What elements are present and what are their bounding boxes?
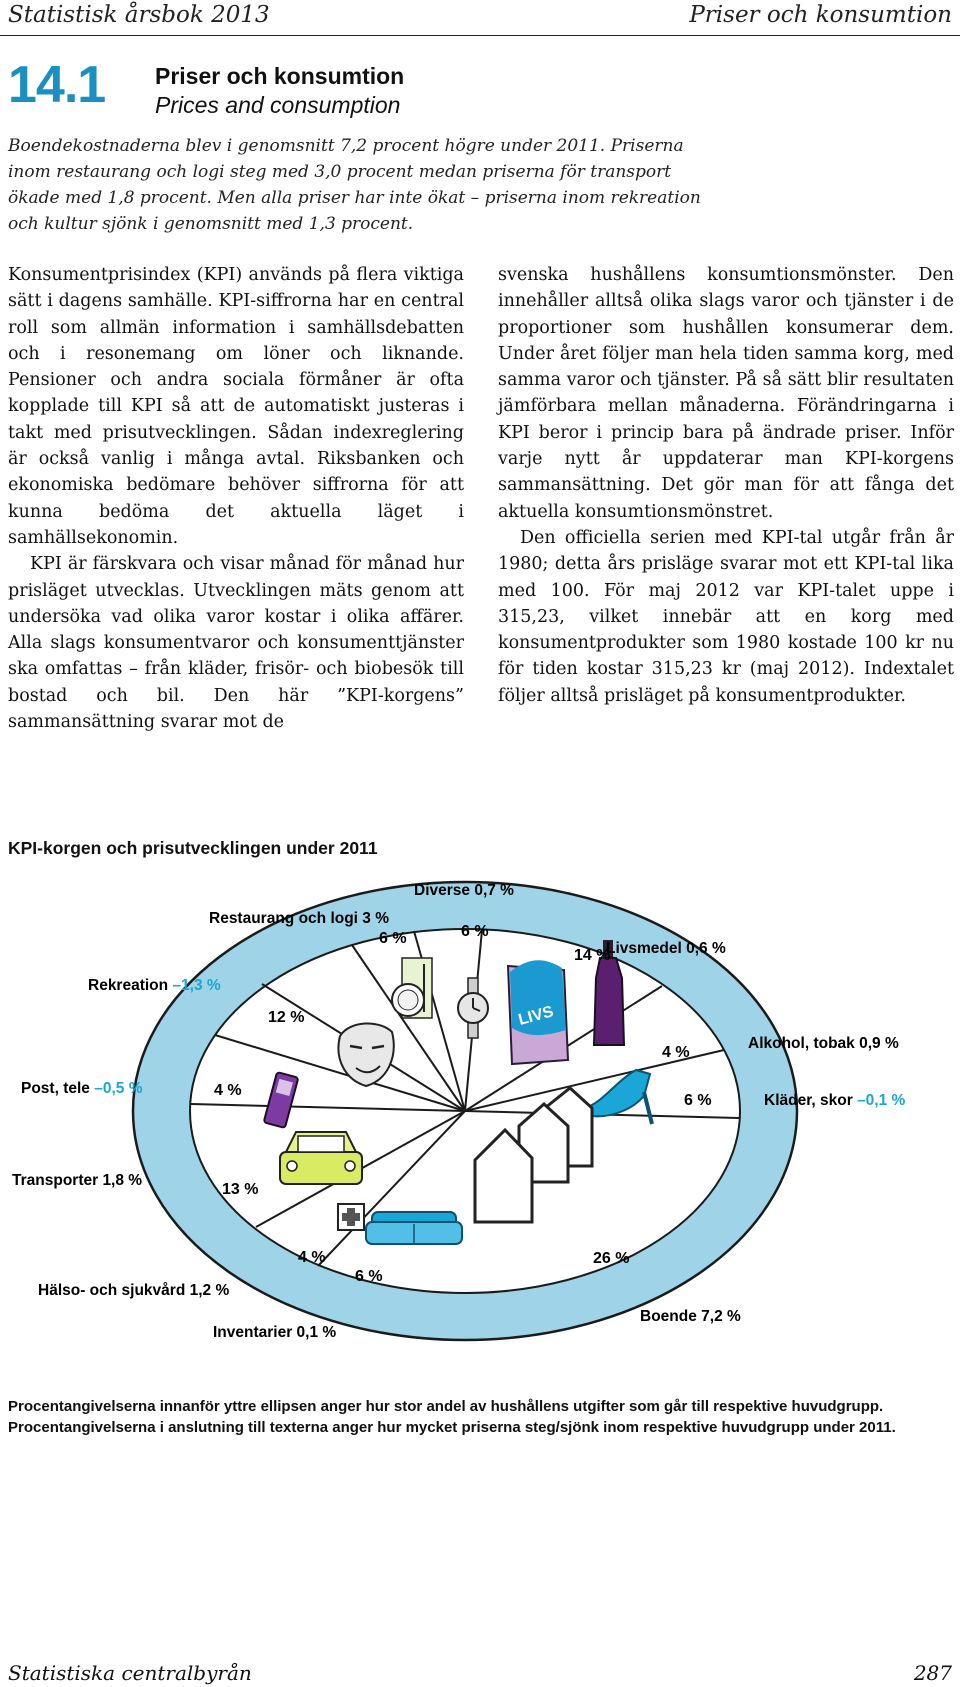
body-column-left	[8, 262, 464, 735]
label-boende: Boende 7,2 %	[640, 1308, 741, 1325]
body-paragraph: Den officiella serien med KPI-tal utgår från år 1980; detta års prisläge svarar mot ett KPI-tal lika med 100. För maj 2012 var KPI-talet uppe i 315,23, vilket innebär att en korg med konsumentprodukter som 1980 kostade 100 kr nu för tiden kostar 315,23 kr (maj 2012). Indextalet följer alltså prisläget på konsumentprodukter.	[498, 527, 954, 706]
label-halso: Hälso- och sjukvård 1,2 %	[38, 1282, 230, 1299]
section-title-english: Prices and consumption	[155, 92, 401, 118]
grocery-bag-text: LIVS	[516, 1003, 556, 1029]
label-alkohol: Alkohol, tobak 0,9 %	[748, 1035, 899, 1052]
share-diverse: 6 %	[461, 923, 489, 940]
header-rule	[0, 35, 960, 36]
label-rekreation-value: –1,3 %	[172, 977, 221, 994]
label-diverse: Diverse 0,7 %	[414, 882, 514, 899]
label-post-tele-value: –0,5 %	[94, 1080, 143, 1097]
share-post-tele: 4 %	[214, 1082, 242, 1099]
section-title-swedish: Priser och konsumtion	[155, 63, 405, 89]
medical-cross-icon	[338, 1204, 364, 1230]
sofa-icon	[366, 1212, 462, 1244]
share-inventarier: 6 %	[355, 1268, 383, 1285]
share-transporter: 13 %	[222, 1181, 259, 1198]
body-column-right	[498, 262, 954, 709]
label-livsmedel: Livsmedel 0,6 %	[606, 940, 726, 957]
share-livsmedel: 14 %	[574, 947, 611, 964]
page-number: 287	[913, 1661, 952, 1685]
car-icon	[280, 1132, 362, 1184]
chart-caption: Procentangivelserna innanför yttre ellipsen anger hur stor andel av hushållens utgifter som går till respektive huvudgrupp. Procentangivelserna i anslutning till texterna anger hur mycket priserna steg/sjönk inom respektive huvudgrupp under 2011.	[8, 1398, 896, 1436]
label-klader-name: Kläder, skor	[764, 1092, 853, 1109]
label-klader	[764, 1092, 906, 1109]
label-klader-value: –0,1 %	[857, 1092, 906, 1109]
label-post-tele-name: Post, tele	[21, 1080, 90, 1097]
label-transporter: Transporter 1,8 %	[12, 1172, 143, 1189]
share-restaurang: 6 %	[379, 930, 407, 947]
share-rekreation: 12 %	[268, 1009, 305, 1026]
label-restaurang: Restaurang och logi 3 %	[209, 910, 390, 927]
intro-paragraph: Boendekostnaderna blev i genomsnitt 7,2 procent högre under 2011. Priserna inom restaurang och logi steg med 3,0 procent medan priserna för transport ökade med 1,8 procent. Men alla priser har inte ökat – priserna inom rekreation och kultur sjönk i genomsnitt med 1,3 procent.	[8, 136, 701, 234]
label-post-tele	[21, 1080, 143, 1097]
share-alkohol: 4 %	[662, 1044, 690, 1061]
grocery-bag-icon	[508, 960, 568, 1064]
share-klader: 6 %	[684, 1092, 712, 1109]
chart-title: KPI-korgen och prisutvecklingen under 2011	[8, 838, 378, 858]
running-header-right: Priser och konsumtion	[689, 2, 952, 28]
share-halso: 4 %	[298, 1249, 326, 1266]
label-rekreation-name: Rekreation	[88, 977, 169, 994]
share-boende: 26 %	[593, 1250, 630, 1267]
section-number: 14.1	[8, 56, 106, 114]
running-header-left: Statistisk årsbok 2013	[8, 2, 270, 28]
body-paragraph: KPI är färskvara och visar månad för månad hur prisläget utvecklas. Utvecklingen mäts genom att undersöka vad olika varor kostar i olika affärer. Alla slags konsumentvaror och konsumenttjänster ska omfattas – från kläder, frisör- och biobesök till bostad och bil. Den här ”KPI-korgens” sammansättning svarar mot de	[8, 554, 464, 733]
body-paragraph: Konsumentprisindex (KPI) används på flera viktiga sätt i dagens samhälle. KPI-siffrorna har en central roll som allmän information i samhällsdebatten och i resonemang om löner och liknande. Pensioner och andra sociala förmåner är ofta kopplade till KPI så att de automatiskt justeras i takt med prisutvecklingen. Sådan indexreglering är också vanlig i många avtal. Riksbanken och ekonomiska bedömare behöver siffrorna för att kunna bedöma det aktuella läget i samhällsekonomin.	[8, 265, 464, 548]
label-rekreation	[88, 977, 221, 994]
body-paragraph: svenska hushållens konsumtionsmönster. Den innehåller alltså olika slags varor och tjänster i de proportioner som hushållen konsumerar dem. Under året följer man hela tiden samma korg, med samma varor och tjänster. På så sätt blir resultaten jämförbara mellan månaderna. Förändringarna i KPI beror i princip bara på ändrade priser. Inför varje nytt år uppdaterar man KPI-korgens sammansättning. Det gör man för att fånga det aktuella konsumtionsmönstret.	[498, 265, 954, 522]
label-inventarier: Inventarier 0,1 %	[213, 1324, 337, 1341]
footer-publisher: Statistiska centralbyrån	[8, 1661, 252, 1685]
kpi-basket-chart	[0, 860, 960, 1385]
